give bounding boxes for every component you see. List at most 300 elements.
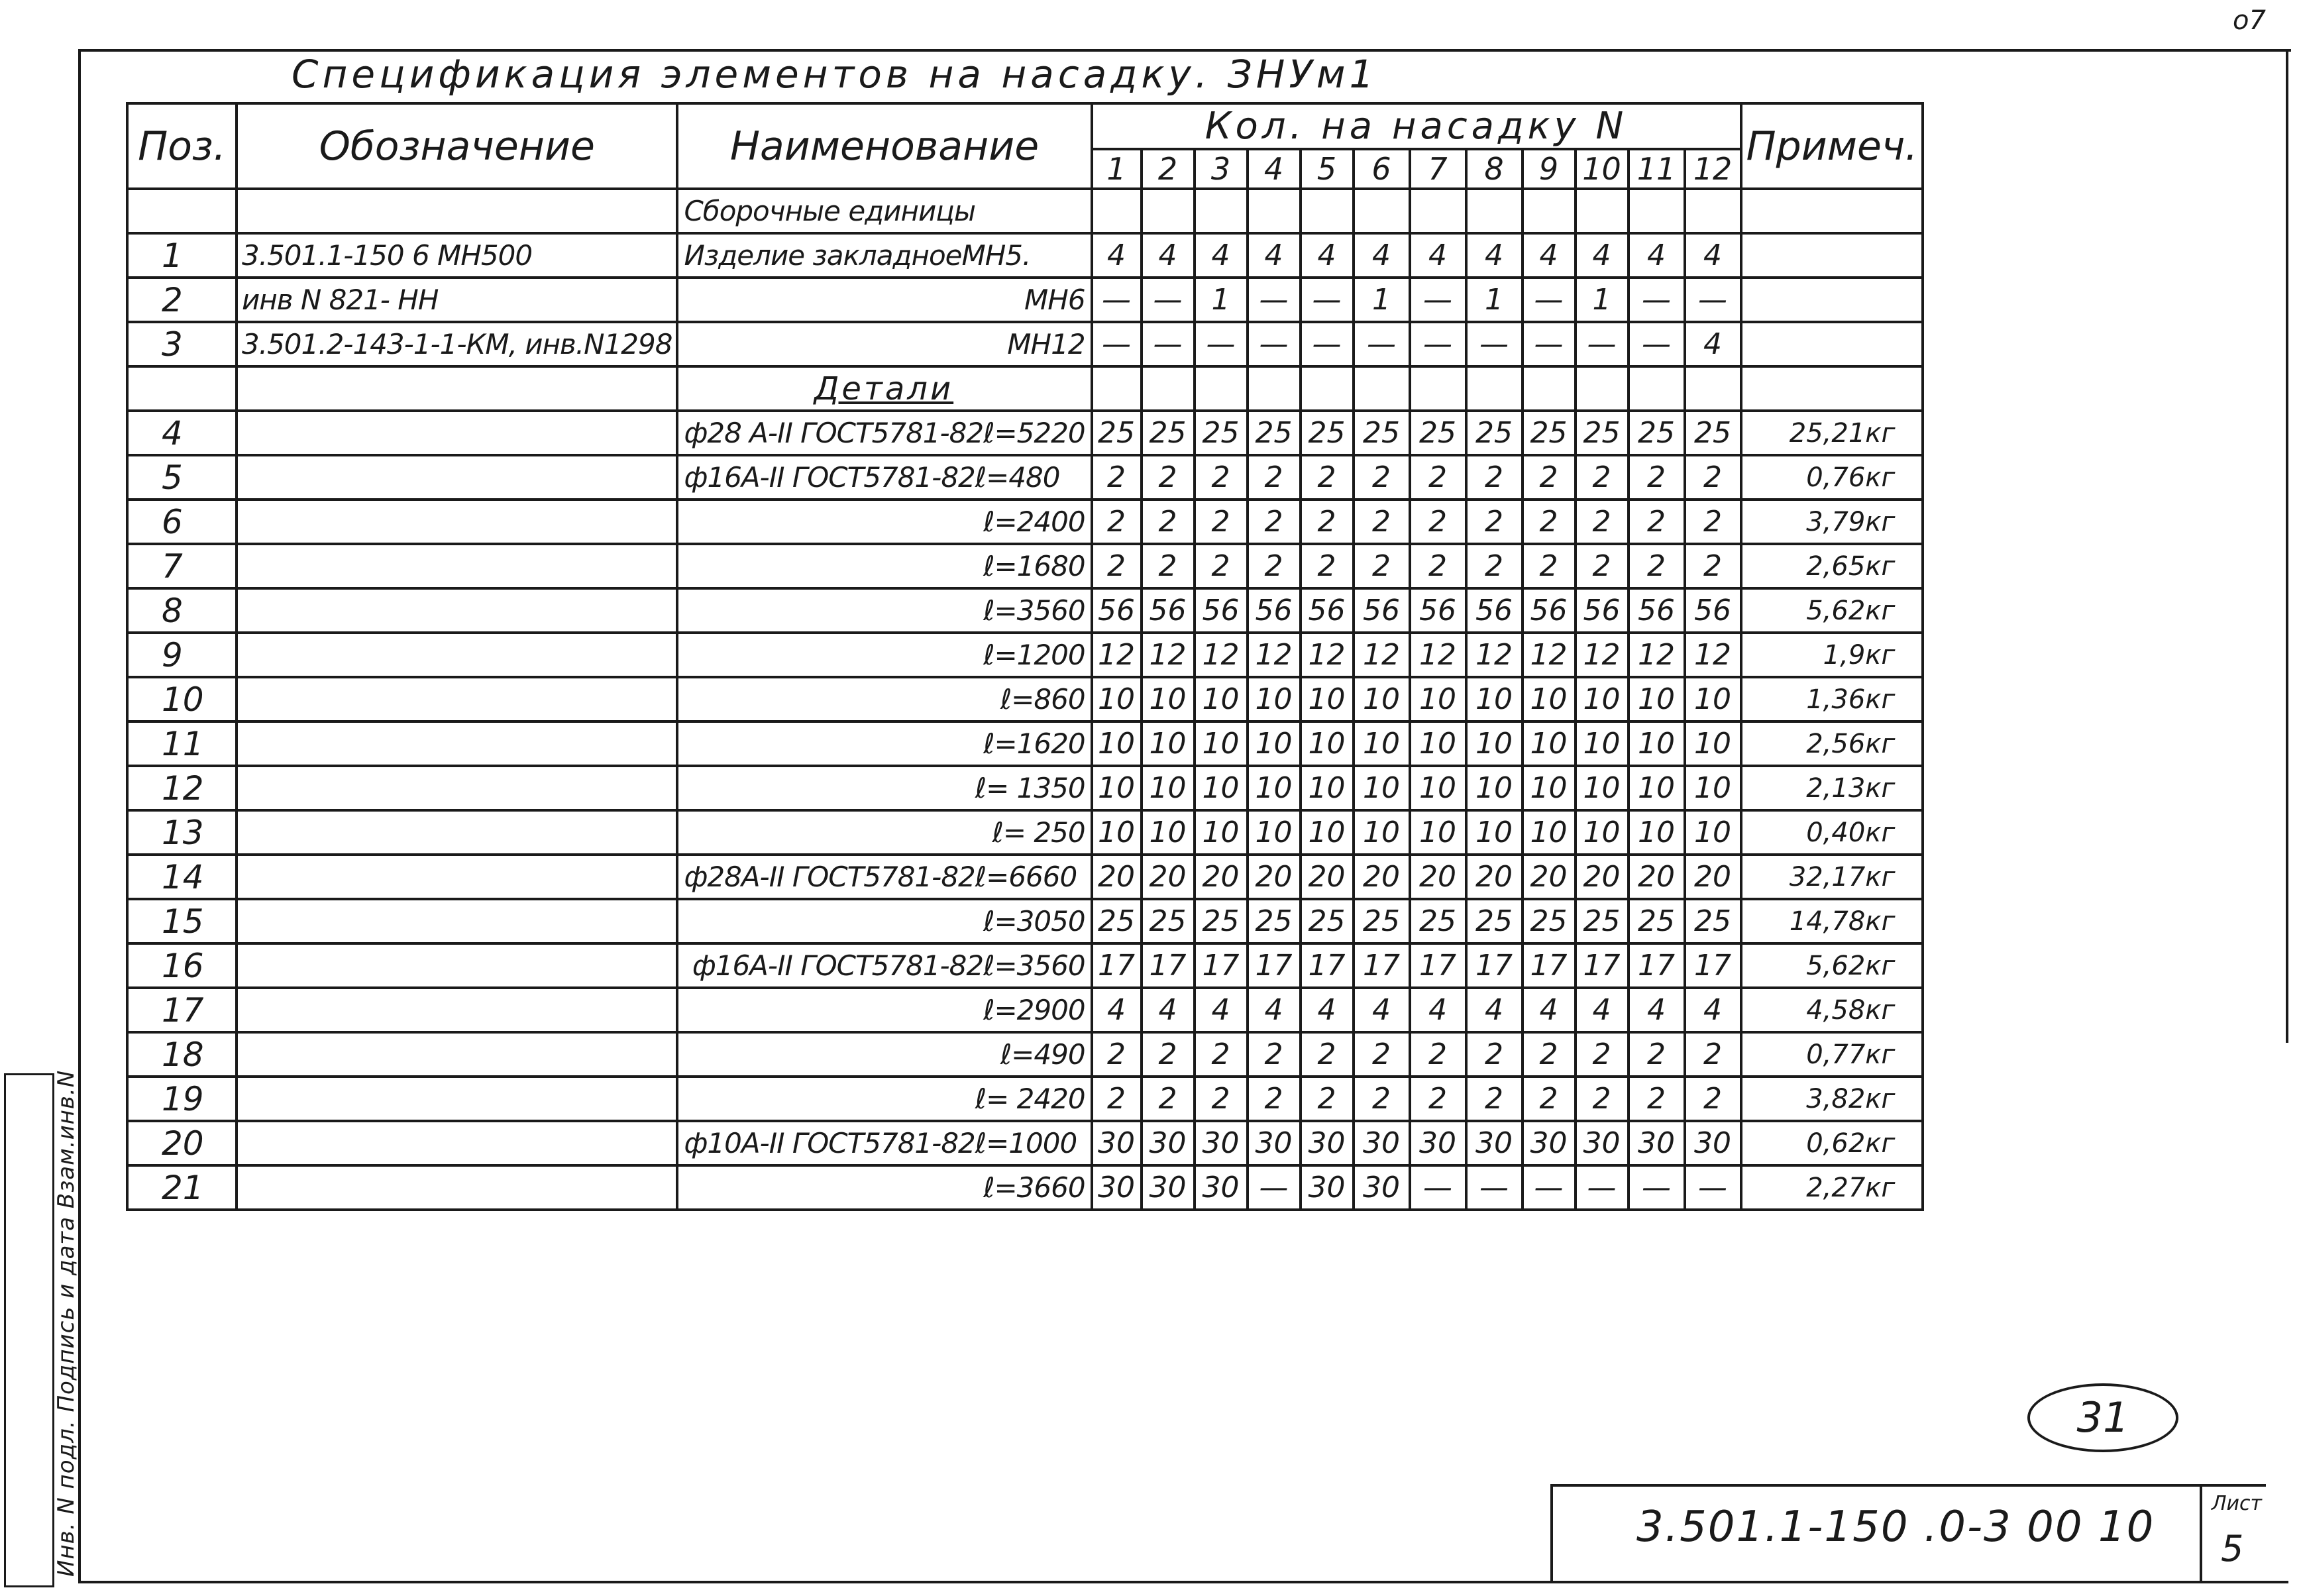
row-designation bbox=[237, 366, 677, 411]
row-qty: 10 bbox=[1466, 721, 1523, 766]
row-note: 4,58кг bbox=[1741, 988, 1923, 1032]
row-qty: 4 bbox=[1523, 988, 1576, 1032]
row-qty: 2 bbox=[1301, 1077, 1354, 1121]
row-pos: 5 bbox=[127, 455, 237, 500]
row-qty: 2 bbox=[1354, 500, 1410, 544]
row-note: 32,17кг bbox=[1741, 855, 1923, 899]
row-qty: 2 bbox=[1576, 455, 1629, 500]
row-qty: 56 bbox=[1523, 588, 1576, 633]
row-qty: 10 bbox=[1248, 766, 1301, 810]
table-row bbox=[127, 633, 1923, 677]
row-qty: — bbox=[1576, 322, 1629, 366]
row-qty: 12 bbox=[1576, 633, 1629, 677]
row-name: ф16А-II ГОСТ5781-82ℓ=480 bbox=[677, 455, 1091, 500]
row-qty: 17 bbox=[1466, 943, 1523, 988]
row-qty: 2 bbox=[1092, 500, 1142, 544]
row-pos bbox=[127, 366, 237, 411]
row-name: ℓ=3660 bbox=[677, 1165, 1091, 1210]
row-qty: 4 bbox=[1248, 988, 1301, 1032]
row-qty: 25 bbox=[1685, 899, 1741, 943]
row-qty: 4 bbox=[1410, 233, 1466, 278]
row-qty: 1 bbox=[1466, 278, 1523, 322]
table-row bbox=[127, 455, 1923, 500]
row-designation bbox=[237, 1077, 677, 1121]
row-qty: 25 bbox=[1685, 411, 1741, 455]
row-qty: 10 bbox=[1301, 677, 1354, 721]
header-qty-col: 1 bbox=[1092, 149, 1142, 189]
row-qty bbox=[1685, 189, 1741, 233]
row-qty: 30 bbox=[1142, 1121, 1195, 1165]
row-qty: 10 bbox=[1195, 677, 1248, 721]
table-row bbox=[127, 411, 1923, 455]
row-qty: 10 bbox=[1142, 766, 1195, 810]
row-qty: 2 bbox=[1248, 544, 1301, 588]
row-qty: — bbox=[1142, 322, 1195, 366]
row-qty: 56 bbox=[1248, 588, 1301, 633]
row-qty: 2 bbox=[1523, 1077, 1576, 1121]
row-qty: 2 bbox=[1142, 1032, 1195, 1077]
row-qty: 1 bbox=[1195, 278, 1248, 322]
row-qty: 10 bbox=[1576, 810, 1629, 855]
row-qty: 2 bbox=[1685, 1032, 1741, 1077]
title-block-top-line bbox=[1550, 1484, 2266, 1487]
row-name: МН12 bbox=[677, 322, 1091, 366]
row-note: 0,76кг bbox=[1741, 455, 1923, 500]
title-block-left-line bbox=[1550, 1484, 1553, 1583]
table-row bbox=[127, 278, 1923, 322]
row-qty: 25 bbox=[1629, 899, 1685, 943]
row-designation bbox=[237, 855, 677, 899]
row-qty: 25 bbox=[1195, 899, 1248, 943]
row-qty: 2 bbox=[1685, 455, 1741, 500]
row-qty: — bbox=[1523, 322, 1576, 366]
row-qty: — bbox=[1092, 278, 1142, 322]
header-qty-col: 7 bbox=[1410, 149, 1466, 189]
row-note: 5,62кг bbox=[1741, 943, 1923, 988]
row-qty: 17 bbox=[1195, 943, 1248, 988]
row-qty: 17 bbox=[1092, 943, 1142, 988]
row-qty bbox=[1142, 366, 1195, 411]
row-qty: 2 bbox=[1685, 500, 1741, 544]
row-qty: 4 bbox=[1301, 988, 1354, 1032]
row-qty bbox=[1466, 366, 1523, 411]
header-qty-group: Кол. на насадку N bbox=[1092, 103, 1741, 149]
row-qty: 4 bbox=[1301, 233, 1354, 278]
row-qty: 20 bbox=[1248, 855, 1301, 899]
table-row bbox=[127, 189, 1923, 233]
row-qty: 2 bbox=[1301, 544, 1354, 588]
row-qty: 20 bbox=[1523, 855, 1576, 899]
row-qty bbox=[1576, 189, 1629, 233]
row-qty: 2 bbox=[1629, 500, 1685, 544]
row-qty: 10 bbox=[1142, 677, 1195, 721]
row-name: Сборочные единицы bbox=[677, 189, 1091, 233]
row-qty: 2 bbox=[1629, 544, 1685, 588]
row-qty: 56 bbox=[1410, 588, 1466, 633]
row-qty bbox=[1354, 366, 1410, 411]
row-qty: 10 bbox=[1523, 810, 1576, 855]
row-qty: 10 bbox=[1195, 810, 1248, 855]
row-qty: 4 bbox=[1576, 988, 1629, 1032]
row-qty: 4 bbox=[1410, 988, 1466, 1032]
row-pos: 10 bbox=[127, 677, 237, 721]
row-pos: 11 bbox=[127, 721, 237, 766]
row-qty: 4 bbox=[1354, 988, 1410, 1032]
row-name: ℓ= 1350 bbox=[677, 766, 1091, 810]
row-pos: 13 bbox=[127, 810, 237, 855]
row-note: 2,13кг bbox=[1741, 766, 1923, 810]
table-row bbox=[127, 500, 1923, 544]
row-designation: инв N 821- НН bbox=[237, 278, 677, 322]
row-qty: 10 bbox=[1685, 810, 1741, 855]
row-qty: 25 bbox=[1410, 411, 1466, 455]
row-designation bbox=[237, 899, 677, 943]
row-qty: — bbox=[1410, 278, 1466, 322]
table-row bbox=[127, 1121, 1923, 1165]
row-qty bbox=[1523, 189, 1576, 233]
row-qty bbox=[1142, 189, 1195, 233]
row-qty: 20 bbox=[1466, 855, 1523, 899]
row-qty: 10 bbox=[1629, 677, 1685, 721]
row-qty: 4 bbox=[1092, 233, 1142, 278]
row-qty: 2 bbox=[1466, 1077, 1523, 1121]
row-qty: 10 bbox=[1466, 677, 1523, 721]
side-stamp-box bbox=[4, 1073, 54, 1587]
row-qty: 2 bbox=[1466, 544, 1523, 588]
document-code: 3.501.1-150 .0-3 00 10 bbox=[1636, 1503, 2155, 1552]
row-note: 0,62кг bbox=[1741, 1121, 1923, 1165]
row-qty: 20 bbox=[1685, 855, 1741, 899]
row-note: 0,40кг bbox=[1741, 810, 1923, 855]
header-name: Наименование bbox=[677, 103, 1091, 189]
page-title: Спецификация элементов на насадку. ЗНУм1 bbox=[292, 52, 1378, 97]
row-qty: 10 bbox=[1354, 766, 1410, 810]
row-qty: 17 bbox=[1523, 943, 1576, 988]
row-qty: — bbox=[1301, 278, 1354, 322]
row-qty: 10 bbox=[1466, 810, 1523, 855]
row-qty: 10 bbox=[1092, 810, 1142, 855]
row-qty: 25 bbox=[1248, 411, 1301, 455]
row-qty: 2 bbox=[1576, 500, 1629, 544]
row-qty: 17 bbox=[1410, 943, 1466, 988]
row-qty: 10 bbox=[1410, 677, 1466, 721]
row-qty: 2 bbox=[1354, 1032, 1410, 1077]
row-qty: 4 bbox=[1523, 233, 1576, 278]
header-qty-col: 11 bbox=[1629, 149, 1685, 189]
row-qty: 30 bbox=[1410, 1121, 1466, 1165]
row-qty: 10 bbox=[1576, 677, 1629, 721]
row-qty: 2 bbox=[1410, 1032, 1466, 1077]
row-note: 1,9кг bbox=[1741, 633, 1923, 677]
header-qty-col: 5 bbox=[1301, 149, 1354, 189]
row-qty: — bbox=[1629, 322, 1685, 366]
row-qty: 12 bbox=[1301, 633, 1354, 677]
row-qty: 4 bbox=[1576, 233, 1629, 278]
row-qty: 4 bbox=[1629, 233, 1685, 278]
row-qty: 2 bbox=[1248, 455, 1301, 500]
row-qty: 2 bbox=[1629, 1077, 1685, 1121]
row-qty: 12 bbox=[1523, 633, 1576, 677]
row-qty: 30 bbox=[1354, 1165, 1410, 1210]
row-qty: 2 bbox=[1092, 1077, 1142, 1121]
table-header-row bbox=[127, 103, 1923, 149]
row-qty: 12 bbox=[1685, 633, 1741, 677]
row-qty: 2 bbox=[1523, 455, 1576, 500]
row-note: 3,79кг bbox=[1741, 500, 1923, 544]
row-designation bbox=[237, 1165, 677, 1210]
row-designation bbox=[237, 189, 677, 233]
row-qty bbox=[1195, 189, 1248, 233]
sheet-label: Лист bbox=[2212, 1492, 2263, 1515]
row-name: ф28А-II ГОСТ5781-82ℓ=6660 bbox=[677, 855, 1091, 899]
row-designation bbox=[237, 766, 677, 810]
row-note: 3,82кг bbox=[1741, 1077, 1923, 1121]
row-qty: 10 bbox=[1301, 766, 1354, 810]
row-qty: 4 bbox=[1142, 988, 1195, 1032]
row-designation bbox=[237, 411, 677, 455]
row-pos: 14 bbox=[127, 855, 237, 899]
row-name: ℓ=1200 bbox=[677, 633, 1091, 677]
header-qty-col: 4 bbox=[1248, 149, 1301, 189]
row-pos: 7 bbox=[127, 544, 237, 588]
row-qty: 25 bbox=[1466, 899, 1523, 943]
row-qty: 17 bbox=[1576, 943, 1629, 988]
row-qty: 25 bbox=[1523, 411, 1576, 455]
row-qty: 25 bbox=[1629, 411, 1685, 455]
row-qty bbox=[1301, 366, 1354, 411]
row-qty: 10 bbox=[1523, 766, 1576, 810]
sheet-number: 5 bbox=[2221, 1528, 2244, 1569]
row-qty: 2 bbox=[1092, 455, 1142, 500]
row-qty: 1 bbox=[1354, 278, 1410, 322]
row-qty: 12 bbox=[1629, 633, 1685, 677]
row-qty: 17 bbox=[1629, 943, 1685, 988]
row-name: ℓ=490 bbox=[677, 1032, 1091, 1077]
row-note: 25,21кг bbox=[1741, 411, 1923, 455]
row-qty: — bbox=[1092, 322, 1142, 366]
header-pos: Поз. bbox=[127, 103, 237, 189]
row-note bbox=[1741, 278, 1923, 322]
row-qty: 2 bbox=[1301, 455, 1354, 500]
row-qty: 2 bbox=[1301, 500, 1354, 544]
row-qty: 56 bbox=[1576, 588, 1629, 633]
row-note: 2,65кг bbox=[1741, 544, 1923, 588]
row-qty: 10 bbox=[1685, 766, 1741, 810]
row-qty: 10 bbox=[1354, 810, 1410, 855]
row-qty: 10 bbox=[1685, 677, 1741, 721]
row-qty: 2 bbox=[1301, 1032, 1354, 1077]
row-qty: — bbox=[1410, 322, 1466, 366]
row-designation bbox=[237, 988, 677, 1032]
table-row bbox=[127, 544, 1923, 588]
row-designation bbox=[237, 943, 677, 988]
row-qty bbox=[1629, 189, 1685, 233]
row-qty: 10 bbox=[1354, 677, 1410, 721]
row-qty bbox=[1629, 366, 1685, 411]
row-qty: 4 bbox=[1685, 988, 1741, 1032]
row-qty: 2 bbox=[1248, 1032, 1301, 1077]
row-qty: 2 bbox=[1685, 544, 1741, 588]
row-name: ф28 А-II ГОСТ5781-82ℓ=5220 bbox=[677, 411, 1091, 455]
row-qty: 4 bbox=[1629, 988, 1685, 1032]
row-designation bbox=[237, 500, 677, 544]
row-note bbox=[1741, 322, 1923, 366]
table-row bbox=[127, 810, 1923, 855]
row-note bbox=[1741, 189, 1923, 233]
row-name: ℓ=1620 bbox=[677, 721, 1091, 766]
row-qty: 17 bbox=[1248, 943, 1301, 988]
header-qty-col: 3 bbox=[1195, 149, 1248, 189]
row-qty: — bbox=[1354, 322, 1410, 366]
row-qty: 30 bbox=[1248, 1121, 1301, 1165]
row-qty: 25 bbox=[1354, 899, 1410, 943]
row-qty: 4 bbox=[1466, 988, 1523, 1032]
row-qty bbox=[1092, 189, 1142, 233]
row-name: ℓ=3560 bbox=[677, 588, 1091, 633]
row-qty: 10 bbox=[1142, 721, 1195, 766]
row-designation: 3.501.2-143-1-1-КМ, инв.N1298 bbox=[237, 322, 677, 366]
row-qty: 30 bbox=[1576, 1121, 1629, 1165]
row-qty: 2 bbox=[1092, 1032, 1142, 1077]
row-designation bbox=[237, 633, 677, 677]
row-qty: 25 bbox=[1523, 899, 1576, 943]
row-qty: 25 bbox=[1142, 899, 1195, 943]
row-qty bbox=[1523, 366, 1576, 411]
row-note: 2,27кг bbox=[1741, 1165, 1923, 1210]
row-qty: 20 bbox=[1092, 855, 1142, 899]
row-qty: 25 bbox=[1092, 411, 1142, 455]
row-qty: — bbox=[1195, 322, 1248, 366]
row-qty: — bbox=[1466, 1165, 1523, 1210]
table-row bbox=[127, 899, 1923, 943]
row-qty: 17 bbox=[1354, 943, 1410, 988]
table-row bbox=[127, 233, 1923, 278]
row-qty: 10 bbox=[1466, 766, 1523, 810]
row-qty: — bbox=[1576, 1165, 1629, 1210]
row-qty: 4 bbox=[1248, 233, 1301, 278]
row-designation bbox=[237, 1121, 677, 1165]
corner-mark: о7 bbox=[2233, 5, 2266, 36]
row-qty: 20 bbox=[1142, 855, 1195, 899]
row-qty: 4 bbox=[1354, 233, 1410, 278]
row-qty: 10 bbox=[1410, 721, 1466, 766]
row-qty: — bbox=[1629, 278, 1685, 322]
row-qty: 56 bbox=[1195, 588, 1248, 633]
row-qty: — bbox=[1466, 322, 1523, 366]
row-qty: 10 bbox=[1685, 721, 1741, 766]
row-name: ℓ=860 bbox=[677, 677, 1091, 721]
row-name: МН6 bbox=[677, 278, 1091, 322]
row-qty: 10 bbox=[1092, 721, 1142, 766]
row-qty: 2 bbox=[1354, 544, 1410, 588]
row-qty: 2 bbox=[1466, 455, 1523, 500]
row-qty: 10 bbox=[1410, 766, 1466, 810]
row-pos bbox=[127, 189, 237, 233]
row-name: Детали bbox=[677, 366, 1091, 411]
row-qty: 2 bbox=[1248, 1077, 1301, 1121]
row-qty: 25 bbox=[1354, 411, 1410, 455]
row-qty: — bbox=[1685, 1165, 1741, 1210]
row-qty: 25 bbox=[1410, 899, 1466, 943]
row-qty: 25 bbox=[1092, 899, 1142, 943]
row-qty: 10 bbox=[1092, 677, 1142, 721]
title-block-sheet-divider bbox=[2200, 1484, 2202, 1583]
row-note bbox=[1741, 233, 1923, 278]
row-qty: 25 bbox=[1248, 899, 1301, 943]
row-designation bbox=[237, 544, 677, 588]
row-qty: — bbox=[1142, 278, 1195, 322]
row-qty: 12 bbox=[1354, 633, 1410, 677]
row-qty bbox=[1301, 189, 1354, 233]
row-qty: 2 bbox=[1142, 544, 1195, 588]
row-pos: 19 bbox=[127, 1077, 237, 1121]
row-qty: 30 bbox=[1354, 1121, 1410, 1165]
header-qty-col: 6 bbox=[1354, 149, 1410, 189]
row-qty: 2 bbox=[1410, 455, 1466, 500]
row-designation bbox=[237, 677, 677, 721]
row-qty bbox=[1410, 189, 1466, 233]
row-qty: 10 bbox=[1248, 721, 1301, 766]
header-qty-col: 10 bbox=[1576, 149, 1629, 189]
row-qty: 25 bbox=[1576, 899, 1629, 943]
header-designation: Обозначение bbox=[237, 103, 677, 189]
row-pos: 3 bbox=[127, 322, 237, 366]
row-name: ℓ=3050 bbox=[677, 899, 1091, 943]
table-row bbox=[127, 721, 1923, 766]
row-qty: 2 bbox=[1195, 544, 1248, 588]
row-qty: — bbox=[1248, 322, 1301, 366]
row-qty bbox=[1248, 189, 1301, 233]
row-qty: 2 bbox=[1410, 544, 1466, 588]
table-row bbox=[127, 943, 1923, 988]
row-qty: 25 bbox=[1301, 411, 1354, 455]
header-qty-col: 12 bbox=[1685, 149, 1741, 189]
row-qty: 17 bbox=[1142, 943, 1195, 988]
row-qty bbox=[1092, 366, 1142, 411]
row-qty: 17 bbox=[1301, 943, 1354, 988]
row-qty: 2 bbox=[1685, 1077, 1741, 1121]
row-name: ф16А-II ГОСТ5781-82ℓ=3560 bbox=[677, 943, 1091, 988]
row-name: ℓ=2400 bbox=[677, 500, 1091, 544]
table-row bbox=[127, 1077, 1923, 1121]
row-pos: 8 bbox=[127, 588, 237, 633]
row-name: ℓ=1680 bbox=[677, 544, 1091, 588]
row-name: ф10А-II ГОСТ5781-82ℓ=1000 bbox=[677, 1121, 1091, 1165]
row-qty: 4 bbox=[1142, 233, 1195, 278]
row-qty: 56 bbox=[1354, 588, 1410, 633]
row-qty: 4 bbox=[1195, 988, 1248, 1032]
row-qty: 4 bbox=[1195, 233, 1248, 278]
row-qty: 10 bbox=[1629, 766, 1685, 810]
row-designation bbox=[237, 588, 677, 633]
row-qty: 2 bbox=[1092, 544, 1142, 588]
row-qty: 10 bbox=[1248, 677, 1301, 721]
row-qty: 10 bbox=[1248, 810, 1301, 855]
row-note bbox=[1741, 366, 1923, 411]
row-qty: 4 bbox=[1092, 988, 1142, 1032]
row-qty: 56 bbox=[1142, 588, 1195, 633]
row-qty: 30 bbox=[1195, 1165, 1248, 1210]
row-qty: 56 bbox=[1629, 588, 1685, 633]
row-note: 0,77кг bbox=[1741, 1032, 1923, 1077]
row-qty: 2 bbox=[1629, 1032, 1685, 1077]
row-qty: 12 bbox=[1466, 633, 1523, 677]
row-qty: 10 bbox=[1576, 721, 1629, 766]
row-qty: 20 bbox=[1629, 855, 1685, 899]
row-qty: 20 bbox=[1410, 855, 1466, 899]
row-note: 2,56кг bbox=[1741, 721, 1923, 766]
row-qty: 10 bbox=[1092, 766, 1142, 810]
